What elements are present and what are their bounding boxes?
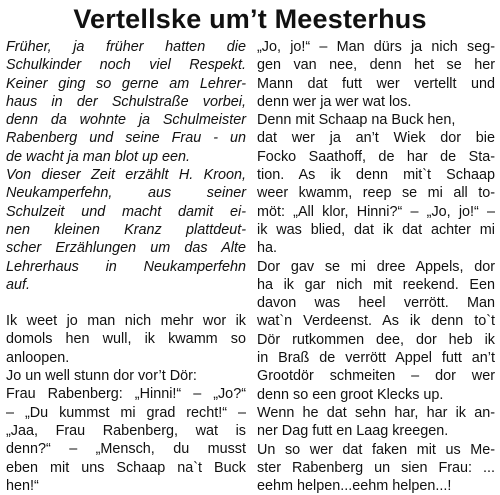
story-line: möt: „All klor, Hinni?“ – „Jo, jo!“ – — [257, 203, 495, 220]
story-line: tion. As ik denn mit`t Schaap — [257, 167, 495, 184]
intro-line: Früher, ja früher hatten die — [6, 39, 246, 55]
article-title: Vertellske um’t Meesterhus — [73, 4, 427, 34]
intro-line: Neukamperfehn, aus seiner — [6, 185, 246, 202]
story-line: „Jo, jo!“ – Man dürs ja nich seg- — [257, 39, 495, 55]
story-line: dat wer ja an’t Wiek dor bie — [257, 130, 495, 147]
story-line: wat`n Verdeenst. As ik denn to`t — [257, 313, 495, 330]
intro-line: haus in der Schulstraße vorbei, — [6, 93, 246, 110]
intro-line: Von dieser Zeit erzählt H. Kroon, — [6, 167, 246, 184]
intro-paragraph — [6, 38, 246, 294]
intro-line: scher Erzählungen um das Alte — [6, 240, 246, 257]
intro-line: Schulkinder noch viel Respekt. — [6, 57, 246, 74]
story-line: hen!“ — [6, 477, 39, 494]
story-line: Dor gav se mi dree Appels, dor — [257, 258, 495, 275]
story-line: Wenn he dat sehn har, har ik an- — [257, 404, 495, 421]
story-line: Denn mit Schaap na Buck hen, — [257, 112, 456, 129]
story-line: Frau Rabenberg: „Hinni!“ – „Jo?“ — [6, 386, 246, 403]
story-line: anloopen. — [6, 349, 70, 366]
story-line: ner Dag futt en Laag kreegen. — [257, 423, 449, 440]
story-line: eben mit uns Schaap na`t Buck — [6, 459, 246, 476]
story-line: Dör rutkommen dee, dor heb ik — [257, 331, 495, 348]
story-line: Grootdör schmeiten – dor wer — [257, 368, 495, 385]
intro-line: Schulzeit und macht damit ei- — [6, 203, 246, 220]
story-paragraph-right — [257, 38, 495, 495]
story-line: „Jaa, Frau Rabenberg, wat is — [6, 422, 246, 439]
story-line: domols hen wull, ik kwamm so — [6, 331, 246, 348]
story-line: davon was heel verrött. Man — [257, 295, 495, 312]
intro-line: de wacht ja man blot up een. — [6, 148, 191, 165]
story-line: denn wer ja wer wat los. — [257, 93, 412, 110]
story-line: – „Du kummst mi grad recht!“ – — [6, 404, 246, 421]
right-column — [257, 38, 495, 495]
story-line: Jo un well stunn dor vor’t Dör: — [6, 368, 197, 385]
story-line: weer kwamm, reep se mi all to- — [257, 185, 495, 202]
intro-line: auf. — [6, 276, 31, 293]
story-line: ha. — [257, 240, 278, 257]
intro-line: nen kleinen Kranz plattdeut- — [6, 221, 246, 238]
story-line: gen van nee, denn het se her — [257, 57, 495, 74]
story-line: ha ik gar nich mit reekend. Een — [257, 276, 495, 293]
story-paragraph-left — [6, 312, 246, 495]
story-line: denn so een groot Klecks up. — [257, 386, 444, 403]
story-line: ik was blied, dat ik dat achter mi — [257, 221, 495, 238]
story-line: Ik weet jo man nich mehr wor ik — [6, 313, 246, 330]
story-line: Un so wer dat faken mit us Me- — [257, 441, 495, 458]
story-line: eehm helpen...eehm helpen...! — [257, 478, 452, 495]
story-line: ster Rabenberg un sien Frau: ... — [257, 459, 495, 476]
intro-line: Rabenberg und seine Frau - un — [6, 130, 246, 147]
paragraph-gap — [6, 294, 246, 312]
story-line: Focko Saathoff, de har de Sta- — [257, 148, 495, 165]
intro-line: Keiner ging so gerne am Lehrer- — [6, 75, 246, 92]
intro-line: Lehrerhaus in Neukamperfehn — [6, 258, 246, 275]
story-line: Mann dat futt wer vertellt und — [257, 75, 495, 92]
left-column — [6, 38, 246, 495]
story-line: denn?“ – „Mensch, du musst — [6, 441, 246, 458]
intro-line: denn da wohnte ja Schulmeister — [6, 112, 246, 129]
story-line: in Braß de verrött Appel futt an’t — [257, 350, 495, 367]
